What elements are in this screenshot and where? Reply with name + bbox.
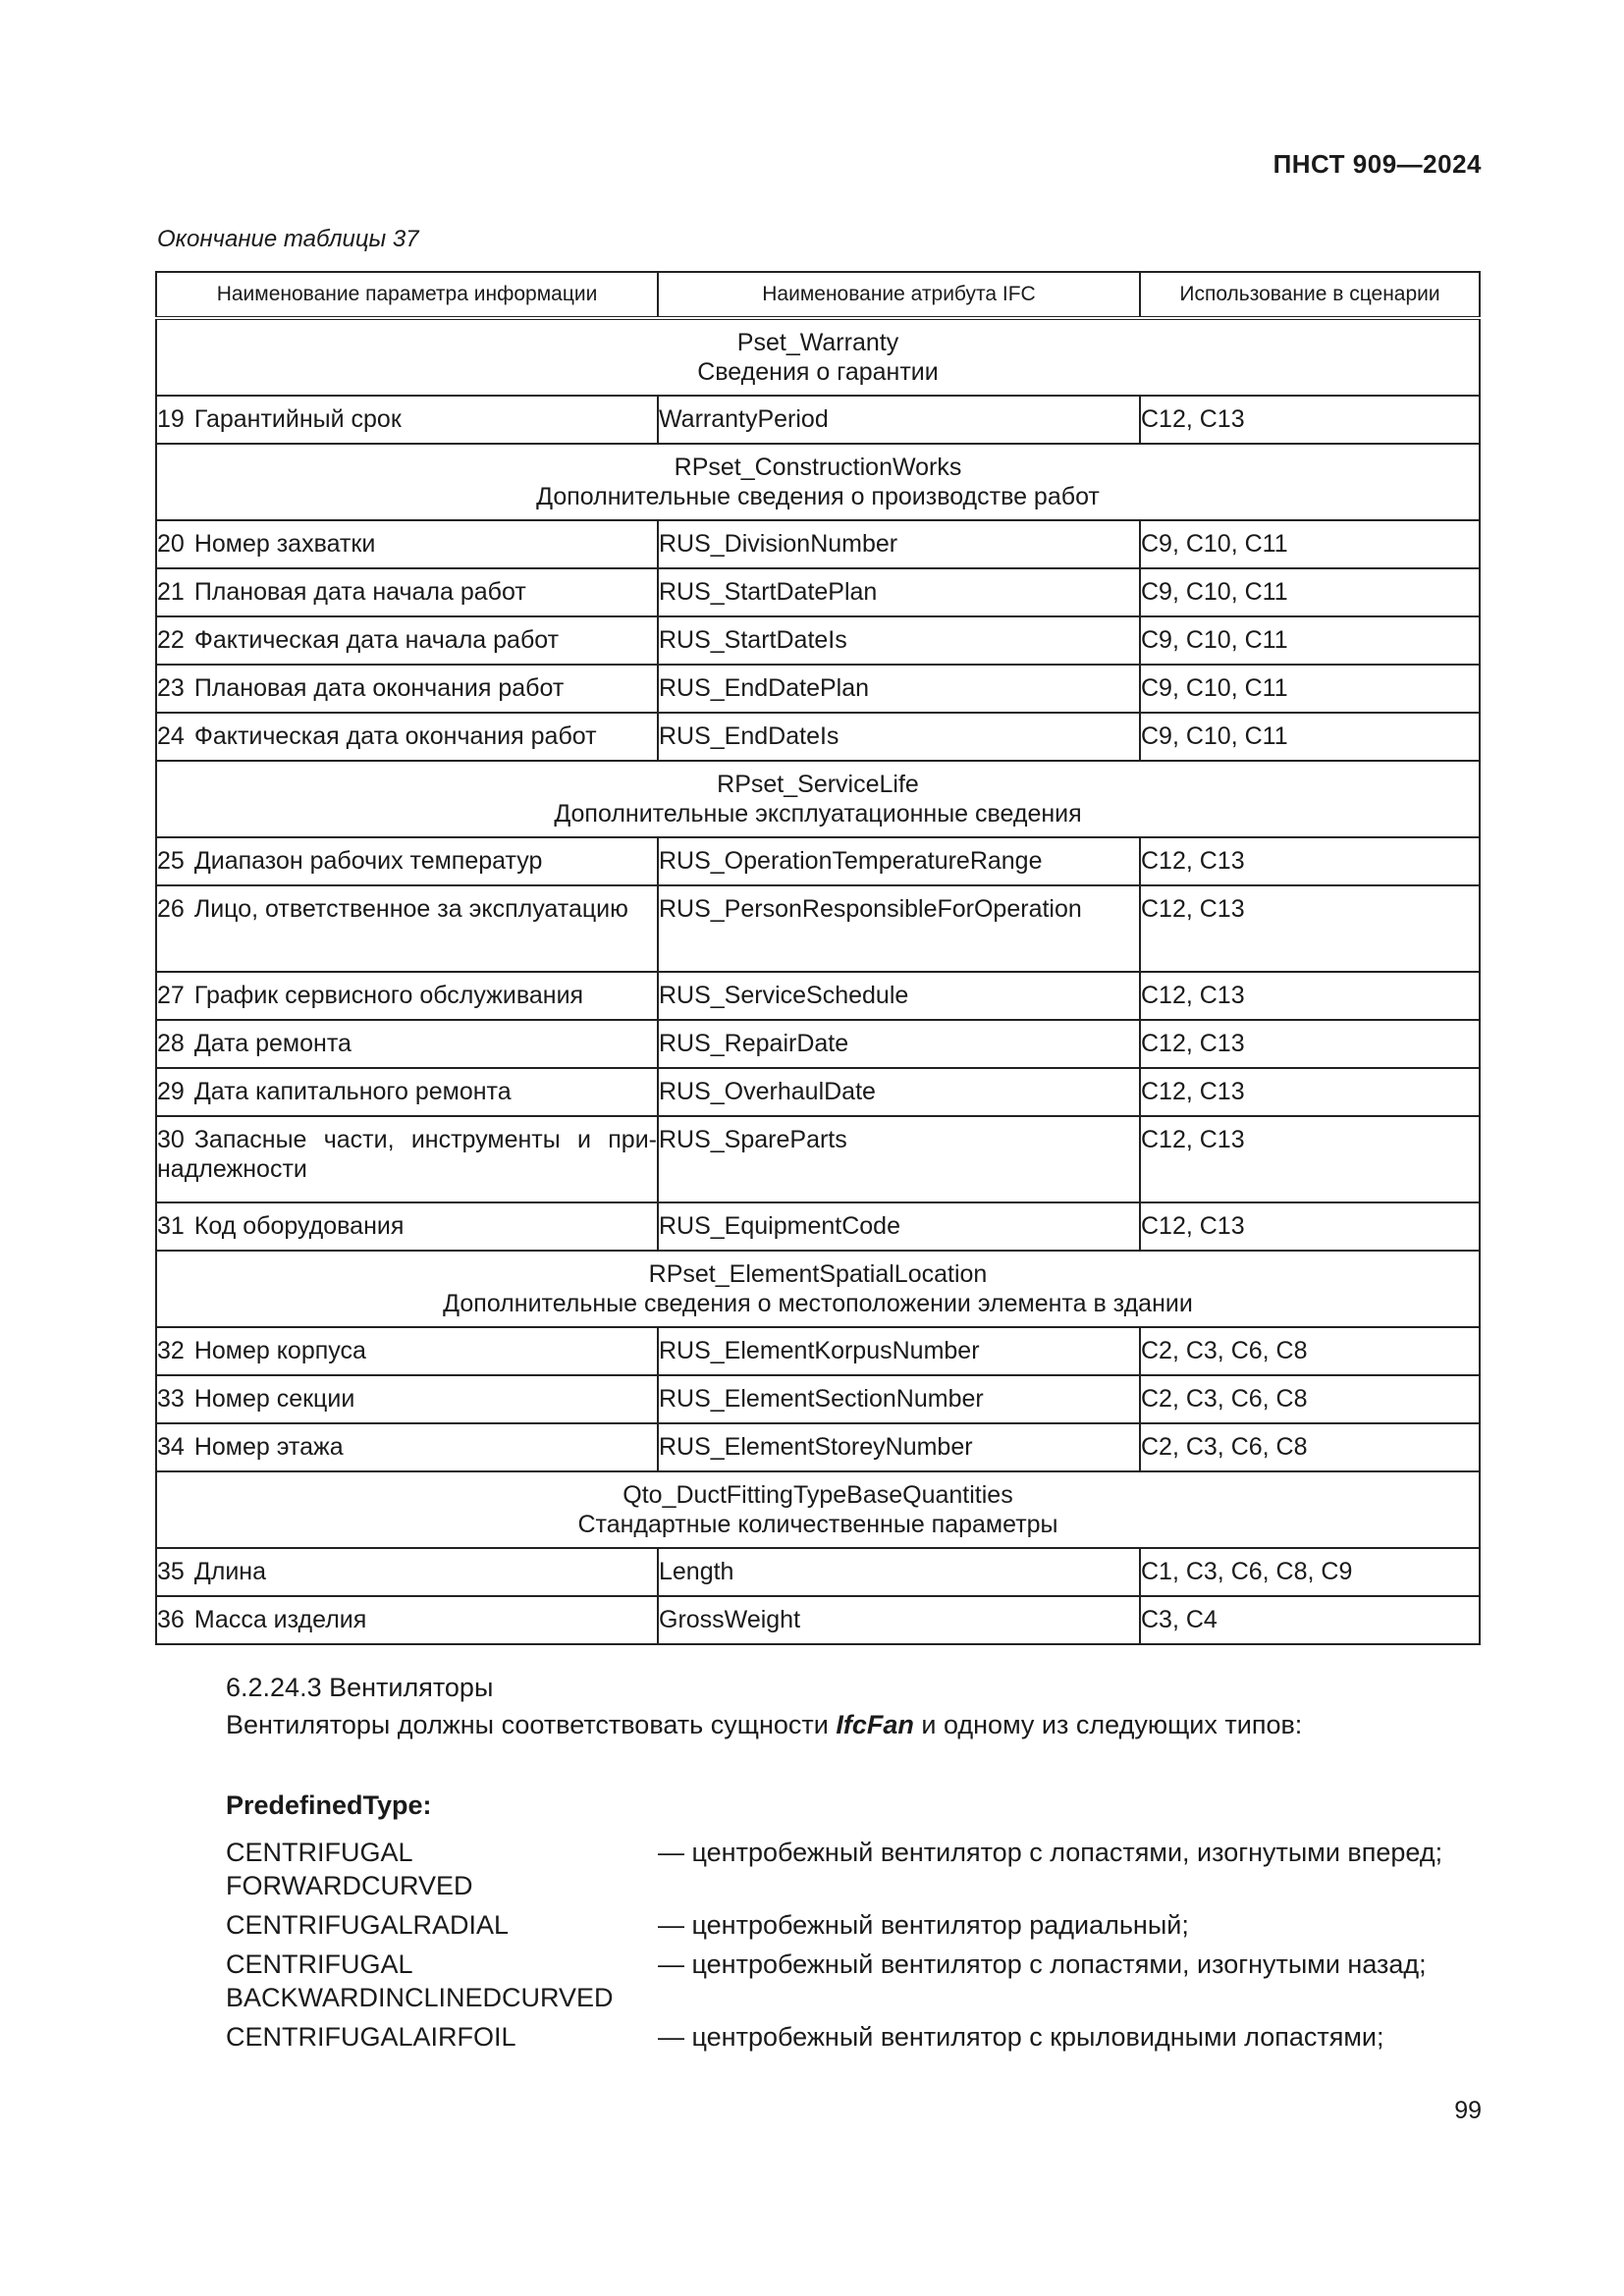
table-row xyxy=(156,713,1480,761)
parameter-name: Номер этажа xyxy=(193,1433,344,1461)
parameter-name: График сервисного обслуживания xyxy=(193,982,584,1009)
column-header-scenario-usage: Использование в сценарии xyxy=(1140,272,1480,318)
scenario-usage-cell: C9, C10, C11 xyxy=(1140,616,1480,665)
parameter-name: Номер секции xyxy=(193,1385,355,1413)
parameter-cell xyxy=(156,1068,658,1116)
predefined-type-description: — центробежный вентилятор с лопастями, изогнутыми вперед; xyxy=(658,1838,1443,1867)
row-number: 20 xyxy=(157,530,185,558)
ifc-attribute-cell: Length xyxy=(658,1548,1140,1596)
row-number: 26 xyxy=(157,895,185,923)
row-number: 19 xyxy=(157,405,185,433)
parameter-name: Фактическая дата начала работ xyxy=(193,626,560,654)
parameter-name: Плановая дата окончания работ xyxy=(193,674,565,702)
ifc-attribute-cell: RUS_ElementStoreyNumber xyxy=(658,1423,1140,1471)
group-title-cell xyxy=(156,318,1480,396)
ifc-attribute-cell: RUS_ElementSectionNumber xyxy=(658,1375,1140,1423)
ifc-attribute-cell: WarrantyPeriod xyxy=(658,396,1140,444)
row-number: 25 xyxy=(157,847,185,875)
table-row xyxy=(156,1068,1480,1116)
table-body xyxy=(156,318,1480,1644)
scenario-usage-cell: C9, C10, C11 xyxy=(1140,713,1480,761)
parameter-cell xyxy=(156,972,658,1020)
parameter-cell xyxy=(156,1375,658,1423)
ifc-attribute-cell: RUS_EndDatePlan xyxy=(658,665,1140,713)
predefined-type-description: — центробежный вентилятор с крыловидными лопастями; xyxy=(658,2022,1384,2052)
parameter-name: Дата ремонта xyxy=(193,1030,352,1057)
paragraph-text-before: Вентиляторы должны соответствовать сущности xyxy=(226,1710,829,1739)
table-row xyxy=(156,1596,1480,1644)
column-header-parameter: Наименование параметра информации xyxy=(156,272,658,318)
group-subtitle: Дополнительные сведения о местоположении элемента в здании xyxy=(443,1290,1193,1317)
group-subtitle: Стандартные количественные параметры xyxy=(577,1511,1058,1538)
table-row xyxy=(156,665,1480,713)
row-number: 35 xyxy=(157,1558,185,1585)
parameter-name: Запасные части, инструменты и при-надлежности xyxy=(157,1126,657,1183)
scenario-usage-cell: C12, C13 xyxy=(1140,837,1480,885)
group-subtitle: Дополнительные эксплуатационные сведения xyxy=(554,800,1082,828)
scenario-usage-cell: C12, C13 xyxy=(1140,1116,1480,1202)
predefined-type-list xyxy=(226,1836,1483,2054)
predefined-type-item xyxy=(226,1908,1483,1942)
group-subtitle: Сведения о гарантии xyxy=(697,358,939,386)
section-fans xyxy=(226,1669,1483,2059)
parameter-cell xyxy=(156,568,658,616)
scenario-usage-cell: C2, C3, C6, C8 xyxy=(1140,1327,1480,1375)
parameter-name: Длина xyxy=(193,1558,267,1585)
group-title-cell xyxy=(156,761,1480,837)
scenario-usage-cell: C12, C13 xyxy=(1140,1202,1480,1251)
parameter-cell xyxy=(156,396,658,444)
parameter-name: Гарантийный срок xyxy=(193,405,402,433)
row-number: 28 xyxy=(157,1030,185,1057)
group-title-cell xyxy=(156,444,1480,520)
parameter-cell xyxy=(156,837,658,885)
parameter-name: Фактическая дата окончания работ xyxy=(193,722,597,750)
parameter-name: Код оборудования xyxy=(193,1212,405,1240)
table-row xyxy=(156,1020,1480,1068)
scenario-usage-cell: C9, C10, C11 xyxy=(1140,665,1480,713)
table-row xyxy=(156,568,1480,616)
scenario-usage-cell: C12, C13 xyxy=(1140,1020,1480,1068)
parameter-cell xyxy=(156,1202,658,1251)
section-paragraph xyxy=(226,1706,1483,1743)
column-header-ifc-attribute: Наименование атрибута IFC xyxy=(658,272,1140,318)
parameter-cell xyxy=(156,1423,658,1471)
table-row xyxy=(156,885,1480,972)
group-row xyxy=(156,1251,1480,1327)
ifc-attribute-cell: RUS_EndDateIs xyxy=(658,713,1140,761)
row-number: 29 xyxy=(157,1078,185,1105)
scenario-usage-cell: C3, C4 xyxy=(1140,1596,1480,1644)
group-row xyxy=(156,318,1480,396)
ifc-attribute-cell: RUS_StartDatePlan xyxy=(658,568,1140,616)
ifc-attribute-cell: RUS_OperationTemperatureRange xyxy=(658,837,1140,885)
parameter-cell xyxy=(156,520,658,568)
parameter-cell xyxy=(156,713,658,761)
predefined-type-description: — центробежный вентилятор с лопастями, изогнутыми назад; xyxy=(658,1949,1427,1979)
parameter-name: Номер захватки xyxy=(193,530,376,558)
group-row xyxy=(156,1471,1480,1548)
row-number: 24 xyxy=(157,722,185,750)
scenario-usage-cell: C9, C10, C11 xyxy=(1140,568,1480,616)
document-code: ПНСТ 909—2024 xyxy=(1272,149,1482,179)
table-row xyxy=(156,1548,1480,1596)
parameter-name: Масса изделия xyxy=(193,1606,367,1633)
row-number: 30 xyxy=(157,1126,185,1153)
scenario-usage-cell: C12, C13 xyxy=(1140,396,1480,444)
group-subtitle: Дополнительные сведения о производстве работ xyxy=(536,483,1100,510)
parameter-cell xyxy=(156,665,658,713)
scenario-usage-cell: C9, C10, C11 xyxy=(1140,520,1480,568)
group-row xyxy=(156,761,1480,837)
scenario-usage-cell: C2, C3, C6, C8 xyxy=(1140,1375,1480,1423)
predefined-type-label: PredefinedType: xyxy=(226,1790,432,1820)
group-title-cell xyxy=(156,1471,1480,1548)
row-number: 34 xyxy=(157,1433,185,1461)
group-name: RPset_ConstructionWorks xyxy=(674,454,962,481)
predefined-type-item xyxy=(226,2020,1483,2054)
parameter-cell xyxy=(156,885,658,972)
group-row xyxy=(156,444,1480,520)
ifc-attribute-cell: RUS_DivisionNumber xyxy=(658,520,1140,568)
predefined-type-description: — центробежный вентилятор радиальный; xyxy=(658,1910,1189,1940)
page-number: 99 xyxy=(1454,2097,1482,2124)
scenario-usage-cell: C12, C13 xyxy=(1140,972,1480,1020)
parameter-cell xyxy=(156,1327,658,1375)
scenario-usage-cell: C12, C13 xyxy=(1140,885,1480,972)
scenario-usage-cell: C2, C3, C6, C8 xyxy=(1140,1423,1480,1471)
ifc-attribute-cell: RUS_RepairDate xyxy=(658,1020,1140,1068)
parameter-cell xyxy=(156,616,658,665)
parameter-cell xyxy=(156,1020,658,1068)
table-header-row xyxy=(156,272,1480,318)
predefined-type-key: CENTRIFUGALAIRFOIL xyxy=(226,2022,516,2052)
row-number: 31 xyxy=(157,1212,185,1240)
row-number: 27 xyxy=(157,982,185,1009)
parameter-cell xyxy=(156,1116,658,1202)
table-row xyxy=(156,972,1480,1020)
predefined-type-key: CENTRIFUGAL FORWARDCURVED xyxy=(226,1838,473,1900)
table-row xyxy=(156,1375,1480,1423)
row-number: 36 xyxy=(157,1606,185,1633)
ifc-attribute-cell: GrossWeight xyxy=(658,1596,1140,1644)
parameter-name: Номер корпуса xyxy=(193,1337,366,1364)
row-number: 21 xyxy=(157,578,185,606)
section-heading: 6.2.24.3 Вентиляторы xyxy=(226,1673,494,1702)
group-name: RPset_ElementSpatialLocation xyxy=(648,1260,988,1288)
group-name: Pset_Warranty xyxy=(736,329,899,356)
scenario-usage-cell: C1, C3, C6, C8, C9 xyxy=(1140,1548,1480,1596)
group-name: Qto_DuctFittingTypeBaseQuantities xyxy=(623,1481,1013,1509)
ifc-attribute-cell: RUS_ElementKorpusNumber xyxy=(658,1327,1140,1375)
parameter-name: Дата капитального ремонта xyxy=(193,1078,512,1105)
paragraph-text-after: и одному из следующих типов: xyxy=(921,1710,1303,1739)
table-row xyxy=(156,1423,1480,1471)
predefined-type-key: CENTRIFUGALRADIAL xyxy=(226,1910,510,1940)
predefined-type-item xyxy=(226,1836,1483,1902)
ifc-attribute-cell: RUS_ServiceSchedule xyxy=(658,972,1140,1020)
table-row xyxy=(156,1116,1480,1202)
table-caption: Окончание таблицы 37 xyxy=(157,226,419,252)
parameter-name: Диапазон рабочих температур xyxy=(193,847,543,875)
table-row xyxy=(156,616,1480,665)
parameter-name: Плановая дата начала работ xyxy=(193,578,526,606)
ifc-attribute-cell: RUS_EquipmentCode xyxy=(658,1202,1140,1251)
row-number: 23 xyxy=(157,674,185,702)
ifc-attribute-cell: RUS_StartDateIs xyxy=(658,616,1140,665)
table-row xyxy=(156,1202,1480,1251)
table-37 xyxy=(155,271,1481,1645)
table-row xyxy=(156,837,1480,885)
parameter-cell xyxy=(156,1596,658,1644)
ifc-attribute-cell: RUS_PersonResponsibleForOperation xyxy=(658,885,1140,972)
group-title-cell xyxy=(156,1251,1480,1327)
parameter-cell xyxy=(156,1548,658,1596)
predefined-type-key: CENTRIFUGAL BACKWARDINCLINEDCURVED xyxy=(226,1949,614,2012)
row-number: 32 xyxy=(157,1337,185,1364)
scenario-usage-cell: C12, C13 xyxy=(1140,1068,1480,1116)
entity-name: IfcFan xyxy=(836,1710,914,1739)
ifc-attribute-cell: RUS_OverhaulDate xyxy=(658,1068,1140,1116)
table-row xyxy=(156,520,1480,568)
predefined-type-item xyxy=(226,1948,1483,2014)
parameter-name: Лицо, ответственное за эксплуатацию xyxy=(193,895,628,923)
row-number: 22 xyxy=(157,626,185,654)
table-row xyxy=(156,1327,1480,1375)
table-row xyxy=(156,396,1480,444)
row-number: 33 xyxy=(157,1385,185,1413)
ifc-attribute-cell: RUS_SpareParts xyxy=(658,1116,1140,1202)
group-name: RPset_ServiceLife xyxy=(717,771,919,798)
